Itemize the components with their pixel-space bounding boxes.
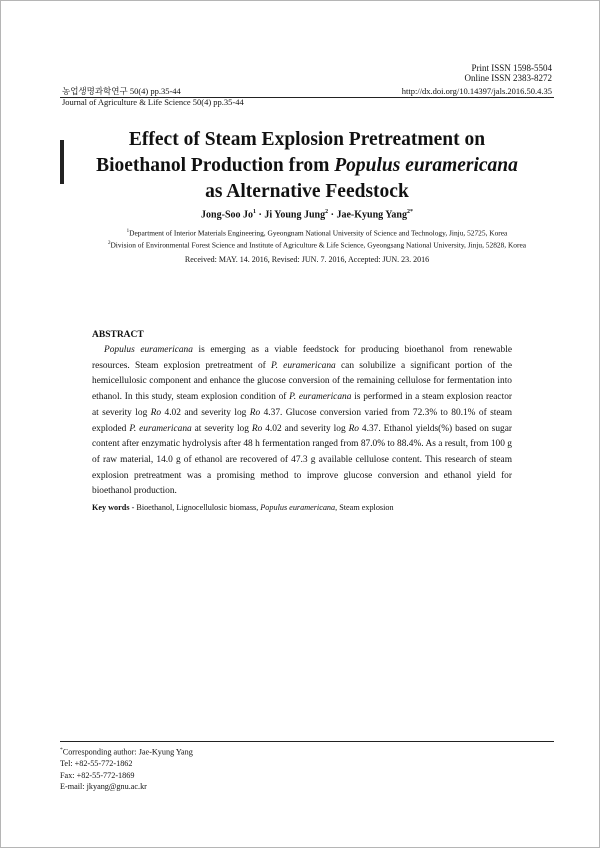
keywords-species: Populus euramericana: [260, 503, 336, 512]
abstract-text: 4.37. Ethanol yields(%) based on sugar content after enzymatic hydrolysis after 48 h fermentation ranged from 87.0% to 88.4%. As a result, from 100 g of raw material, 14.0 g of ethanol are recovered of 47.3 g available cellulose content. This research of steam explosion pretreatment was a promising method to improve glucose conversion and ethanol yield for bioethanol production.: [92, 423, 512, 497]
author-3: Jae-Kyung Yang: [336, 209, 407, 221]
affiliation-text: Division of Environmental Forest Science and Institute of Agriculture & Life Science, Gyeongsang National University, Jinju, 52828, Korea: [110, 240, 527, 250]
paper-title: [60, 127, 554, 205]
species-name: P. euramericana: [129, 423, 192, 434]
author-1-affil: 1: [253, 209, 256, 215]
species-name: P. euramericana: [271, 360, 336, 371]
abstract-text: 4.02 and severity log: [262, 423, 349, 434]
species-name: P. euramericana: [289, 392, 352, 403]
severity-symbol: Ro: [150, 407, 162, 418]
doi-link[interactable]: http://dx.doi.org/10.14397/jals.2016.50.4.35: [401, 86, 552, 96]
affiliation-1: [54, 226, 580, 238]
corresponding-author: [60, 745, 193, 758]
author-1: Jong-Soo Jo: [201, 209, 253, 221]
keywords-label: Key words: [92, 503, 130, 512]
title-line-2a: Bioethanol Production from: [96, 155, 335, 176]
severity-symbol: Ro: [249, 407, 261, 418]
author-2-affil: 2: [325, 209, 329, 215]
online-issn: Online ISSN 2383-8272: [464, 73, 552, 83]
severity-symbol: Ro: [251, 423, 263, 434]
header-divider: [60, 97, 554, 98]
abstract-text: 4.02 and severity log: [161, 407, 250, 418]
affiliation-2: [54, 238, 580, 250]
abstract-text: is performed in a steam explosion reactor at severity log: [92, 392, 513, 418]
received-dates: Received: MAY. 14. 2016, Revised: JUN. 7. 2016, Accepted: JUN. 23. 2016: [184, 255, 430, 264]
corresponding-author-text: Corresponding author: Jae-Kyung Yang: [62, 747, 193, 757]
severity-symbol: Ro: [348, 423, 359, 434]
abstract-body: [92, 343, 512, 500]
telephone: Tel: +82-55-772-1862: [60, 759, 133, 769]
abstract-text: can solubilize a significant portion of the hemicellulosic component and enhance the glucose conversion of the remaining cellulose for fermentation into ethanol. In this study, steam explosion condition of: [92, 360, 513, 403]
journal-english: Journal of Agriculture & Life Science 50(4) pp.35-44: [62, 97, 244, 107]
keywords-text: , Steam explosion: [335, 503, 394, 512]
abstract-text: at severity log: [191, 423, 252, 434]
author-separator: ·: [328, 209, 337, 221]
affiliation-marker: 2: [107, 241, 111, 247]
title-species: Populus euramericana: [334, 155, 518, 176]
species-name: Populus euramericana: [104, 345, 193, 355]
abstract-heading: ABSTRACT: [92, 330, 144, 340]
issn-block: [465, 63, 553, 83]
title-line-1: Effect of Steam Explosion Pretreatment on: [128, 129, 486, 150]
author-separator: ·: [256, 209, 265, 221]
author-2: Ji Young Jung: [264, 209, 326, 221]
abstract-text: 4.37. Glucose conversion varied from 72.3% to 80.1% of steam exploded: [92, 407, 512, 434]
abstract-text: is emerging as a viable feedstock for producing bioethanol from renewable resources. Steam explosion pretreatment of: [92, 345, 512, 371]
affiliations: [54, 226, 580, 251]
author-3-affil: 2*: [406, 209, 413, 215]
keywords-text: - Bioethanol, Lignocellulosic biomass,: [129, 503, 261, 512]
email[interactable]: E-mail: jkyang@gnu.ac.kr: [60, 782, 147, 792]
title-line-3: as Alternative Feedstock: [205, 181, 409, 202]
footnote-marker: *: [60, 747, 63, 753]
abstract-section: [92, 330, 512, 500]
affiliation-marker: 1: [126, 229, 130, 234]
keywords: [92, 503, 512, 512]
affiliation-text: Department of Interior Materials Engineering, Gyeongnam National University of Science and Technology, Jinju, 52725, Korea: [129, 228, 508, 238]
footnote-divider: [60, 741, 554, 742]
journal-korean: 농업생명과학연구 50(4) pp.35-44: [62, 86, 181, 96]
author-list: [60, 209, 554, 220]
footnotes: [60, 745, 193, 793]
fax: Fax: +82-55-772-1869: [60, 770, 135, 780]
print-issn: Print ISSN 1598-5504: [471, 63, 552, 73]
